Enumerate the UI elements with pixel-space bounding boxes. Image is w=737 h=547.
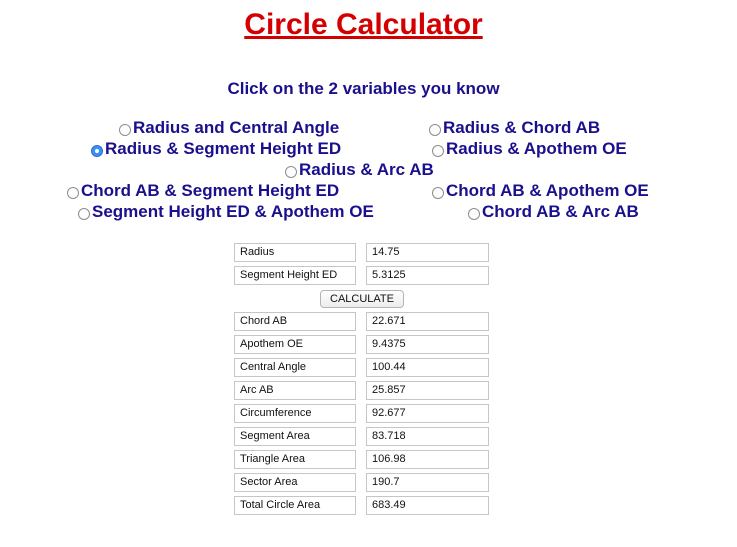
- instruction-text: Click on the 2 variables you know: [227, 79, 500, 98]
- radius-label: Radius: [234, 243, 356, 262]
- circumference-label: Circumference: [234, 404, 356, 423]
- chord-label: Chord AB: [234, 312, 356, 331]
- option-radius-arc[interactable]: [285, 160, 434, 180]
- radio-button[interactable]: [119, 124, 131, 136]
- option-chord-arc[interactable]: [468, 202, 639, 222]
- option-label: Chord AB & Arc AB: [482, 202, 639, 221]
- option-radius-segment-height[interactable]: [91, 139, 341, 159]
- sector-area-field[interactable]: 190.7: [366, 473, 489, 492]
- option-label: Segment Height ED & Apothem OE: [92, 202, 374, 221]
- triangle-area-label: Triangle Area: [234, 450, 356, 469]
- option-label: Radius & Apothem OE: [446, 139, 627, 158]
- radio-button[interactable]: [432, 187, 444, 199]
- radio-button[interactable]: [67, 187, 79, 199]
- sector-area-label: Sector Area: [234, 473, 356, 492]
- page-title: Circle Calculator: [244, 8, 483, 41]
- triangle-area-field[interactable]: 106.98: [366, 450, 489, 469]
- chord-field[interactable]: 22.671: [366, 312, 489, 331]
- arc-field[interactable]: 25.857: [366, 381, 489, 400]
- circumference-field[interactable]: 92.677: [366, 404, 489, 423]
- radio-button[interactable]: [285, 166, 297, 178]
- option-label: Chord AB & Segment Height ED: [81, 181, 340, 200]
- total-circle-area-field[interactable]: 683.49: [366, 496, 489, 515]
- option-radius-apothem[interactable]: [432, 139, 627, 159]
- option-segment-height-apothem[interactable]: [78, 202, 374, 222]
- option-chord-segment-height[interactable]: [67, 181, 339, 201]
- segment-area-field[interactable]: 83.718: [366, 427, 489, 446]
- option-label: Radius & Segment Height ED: [105, 139, 342, 158]
- option-chord-apothem[interactable]: [432, 181, 649, 201]
- option-label: Radius & Chord AB: [443, 118, 601, 137]
- option-radius-central-angle[interactable]: [119, 118, 339, 138]
- radius-input[interactable]: 14.75: [366, 243, 489, 262]
- segment-height-input[interactable]: 5.3125: [366, 266, 489, 285]
- apothem-field[interactable]: 9.4375: [366, 335, 489, 354]
- radio-button[interactable]: [468, 208, 480, 220]
- option-label: Radius & Arc AB: [299, 160, 434, 179]
- apothem-label: Apothem OE: [234, 335, 356, 354]
- central-angle-label: Central Angle: [234, 358, 356, 377]
- arc-label: Arc AB: [234, 381, 356, 400]
- option-label: Radius and Central Angle: [133, 118, 340, 137]
- central-angle-field[interactable]: 100.44: [366, 358, 489, 377]
- radio-button[interactable]: [429, 124, 441, 136]
- option-radius-chord[interactable]: [429, 118, 600, 138]
- option-label: Chord AB & Apothem OE: [446, 181, 649, 200]
- radio-button[interactable]: [78, 208, 90, 220]
- radio-button[interactable]: [432, 145, 444, 157]
- total-circle-area-label: Total Circle Area: [234, 496, 356, 515]
- calculate-button[interactable]: CALCULATE: [320, 290, 404, 308]
- segment-area-label: Segment Area: [234, 427, 356, 446]
- segment-height-label: Segment Height ED: [234, 266, 356, 285]
- radio-button-selected[interactable]: [91, 145, 103, 157]
